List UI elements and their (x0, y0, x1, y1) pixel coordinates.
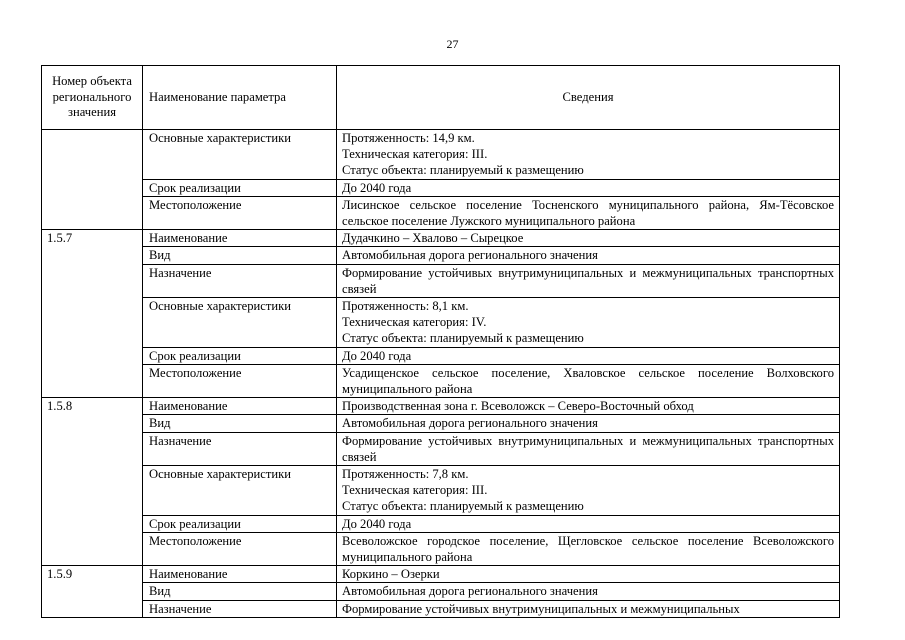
details-line: До 2040 года (342, 516, 412, 531)
object-number-cell (42, 196, 143, 229)
header-details: Сведения (337, 66, 840, 130)
details-line: Статус объекта: планируемый к размещению (342, 499, 584, 514)
object-number-cell (42, 247, 143, 264)
table-row (42, 230, 840, 247)
table-row (42, 298, 840, 348)
parameter-name-cell: Срок реализации (143, 179, 337, 196)
parameter-name-cell: Местоположение (143, 196, 337, 229)
details-line: Формирование устойчивых внутримуниципальных и межмуниципальных (342, 601, 740, 616)
details-line: До 2040 года (342, 348, 412, 363)
details-cell (337, 247, 840, 264)
table-row (42, 398, 840, 415)
details-line: Автомобильная дорога регионального значения (342, 248, 598, 263)
table-row (42, 264, 840, 297)
details-cell (337, 130, 840, 180)
object-number-cell (42, 179, 143, 196)
parameter-name-cell: Основные характеристики (143, 466, 337, 516)
details-cell (337, 415, 840, 432)
table-row (42, 247, 840, 264)
header-object-number: Номер объекта регионального значения (42, 66, 143, 130)
details-cell (337, 230, 840, 247)
details-cell (337, 532, 840, 565)
table-row (42, 566, 840, 583)
details-line: Протяженность: 8,1 км. (342, 299, 469, 314)
details-line: Производственная зона г. Всеволожск – Северо-Восточный обход (342, 399, 694, 414)
parameter-name-cell: Назначение (143, 432, 337, 465)
table-row (42, 532, 840, 565)
parameter-name-cell: Срок реализации (143, 515, 337, 532)
parameter-name-cell: Вид (143, 415, 337, 432)
details-line: Коркино – Озерки (342, 567, 440, 582)
parameter-name-cell: Местоположение (143, 364, 337, 397)
object-number-cell (42, 466, 143, 516)
object-number-cell: 1.5.9 (42, 566, 143, 583)
details-line: Дудачкино – Хвалово – Сырецкое (342, 231, 524, 246)
details-line: Формирование устойчивых внутримуниципальных и межмуниципальных транспортных связей (342, 433, 834, 464)
header-parameter-name: Наименование параметра (143, 66, 337, 130)
parameter-name-cell: Местоположение (143, 532, 337, 565)
details-line: Формирование устойчивых внутримуниципальных и межмуниципальных транспортных связей (342, 265, 834, 296)
parameter-name-cell: Срок реализации (143, 347, 337, 364)
object-number-cell (42, 515, 143, 532)
object-number-cell: 1.5.8 (42, 398, 143, 415)
details-line: Техническая категория: III. (342, 147, 488, 162)
details-cell (337, 264, 840, 297)
details-cell (337, 566, 840, 583)
details-cell (337, 398, 840, 415)
table-row (42, 415, 840, 432)
details-cell (337, 196, 840, 229)
parameter-name-cell: Назначение (143, 600, 337, 617)
details-cell (337, 515, 840, 532)
parameter-name-cell: Вид (143, 247, 337, 264)
object-number-cell (42, 432, 143, 465)
object-number-cell (42, 130, 143, 180)
object-number-cell (42, 415, 143, 432)
details-line: Протяженность: 14,9 км. (342, 131, 475, 145)
details-cell (337, 347, 840, 364)
table-body (42, 130, 840, 618)
parameter-name-cell: Наименование (143, 566, 337, 583)
object-number-cell (42, 532, 143, 565)
details-line: Техническая категория: IV. (342, 315, 487, 330)
parameter-name-cell: Назначение (143, 264, 337, 297)
object-number-cell (42, 264, 143, 297)
object-number-cell (42, 600, 143, 617)
details-cell (337, 364, 840, 397)
parameter-name-cell: Вид (143, 583, 337, 600)
details-cell (337, 583, 840, 600)
table-row (42, 130, 840, 180)
details-line: Всеволожское городское поселение, Щегловское сельское поселение Всеволожского муниципального района (342, 533, 834, 565)
details-cell (337, 600, 840, 617)
table-row (42, 432, 840, 465)
details-cell (337, 179, 840, 196)
object-number-cell (42, 298, 143, 348)
details-line: Лисинское сельское поселение Тосненского муниципального района, Ям-Тёсовское сельское поселение Лужского муниципального района (342, 197, 834, 229)
table-row (42, 179, 840, 196)
table-row (42, 515, 840, 532)
details-cell (337, 298, 840, 348)
details-line: Техническая категория: III. (342, 483, 488, 498)
table-row (42, 583, 840, 600)
table-row (42, 196, 840, 229)
table-row (42, 466, 840, 516)
details-cell (337, 432, 840, 465)
details-cell (337, 466, 840, 516)
details-line: Усадищенское сельское поселение, Хваловское сельское поселение Волховского муниципального района (342, 365, 834, 397)
table-header-row (42, 66, 840, 130)
details-line: Статус объекта: планируемый к размещению (342, 163, 584, 178)
details-line: До 2040 года (342, 180, 412, 195)
details-line: Автомобильная дорога регионального значения (342, 584, 598, 599)
table-row (42, 347, 840, 364)
regional-objects-table (41, 65, 840, 618)
object-number-cell (42, 583, 143, 600)
details-line: Протяженность: 7,8 км. (342, 467, 469, 482)
object-number-cell: 1.5.7 (42, 230, 143, 247)
details-line: Автомобильная дорога регионального значения (342, 416, 598, 431)
page-number: 27 (446, 37, 459, 51)
parameter-name-cell: Основные характеристики (143, 298, 337, 348)
parameter-name-cell: Основные характеристики (143, 130, 337, 180)
parameter-name-cell: Наименование (143, 398, 337, 415)
object-number-cell (42, 364, 143, 397)
details-line: Статус объекта: планируемый к размещению (342, 331, 584, 346)
table-row (42, 364, 840, 397)
parameter-name-cell: Наименование (143, 230, 337, 247)
table-row (42, 600, 840, 617)
object-number-cell (42, 347, 143, 364)
